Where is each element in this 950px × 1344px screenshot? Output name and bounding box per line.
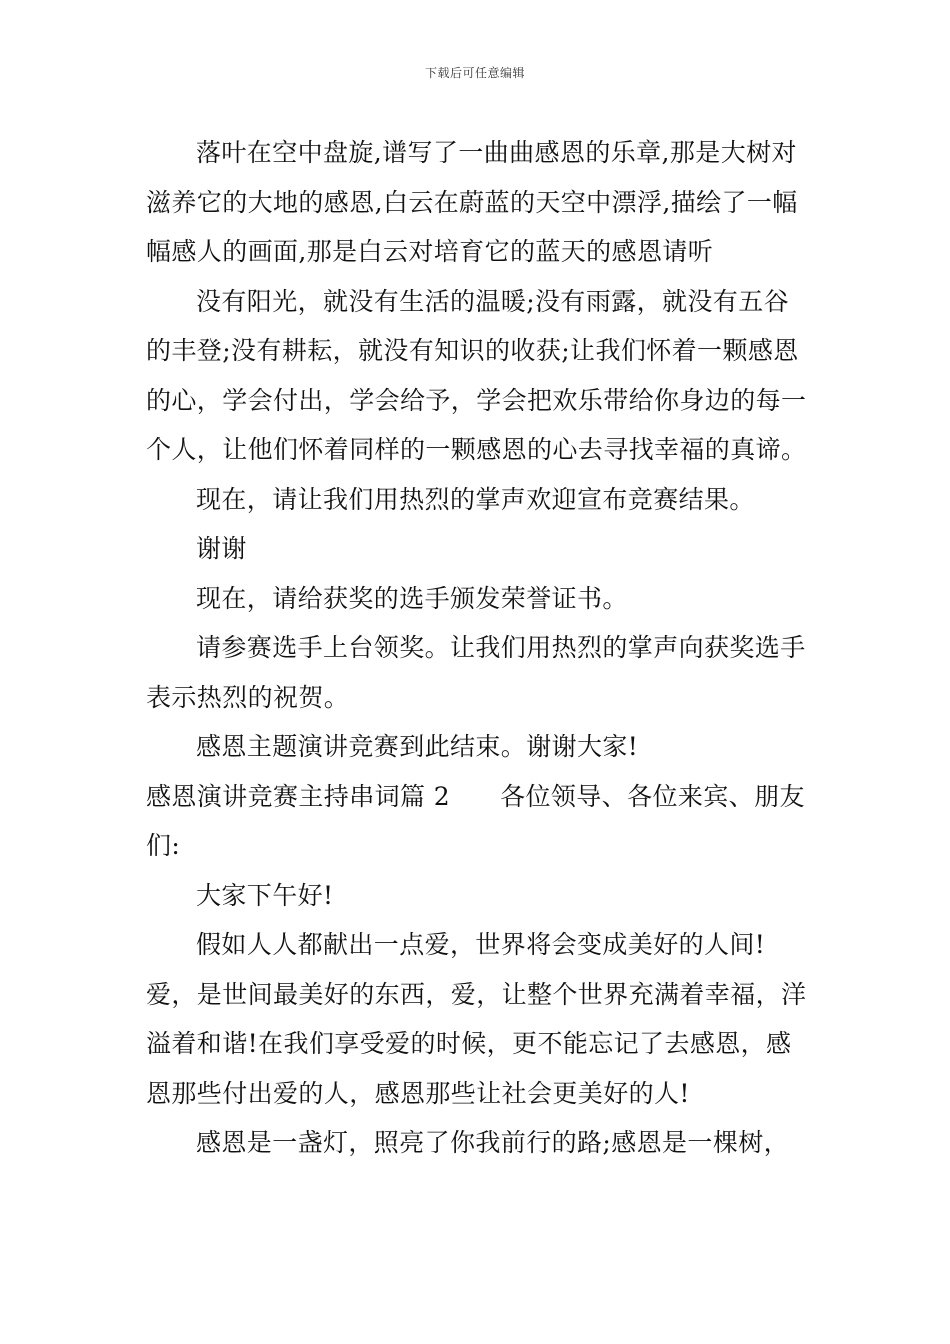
paragraph: 现在，请让我们用热烈的掌声欢迎宣布竞赛结果。 <box>196 484 755 514</box>
page-header: 下载后可任意编辑 <box>424 66 525 80</box>
paragraph: 感恩是一盏灯，照亮了你我前行的路;感恩是一棵树， <box>196 1128 790 1157</box>
section-heading-line <box>146 772 814 871</box>
paragraph: 现在，请给获奖的选手颁发荣誉证书。 <box>196 583 628 613</box>
paragraph: 谢谢 <box>196 534 247 563</box>
paragraph: 大家下午好! <box>196 880 334 910</box>
document-body <box>146 128 814 1168</box>
paragraph: 请参赛选手上台领奖。让我们用热烈的掌声向获奖选手表示热烈的祝贺。 <box>146 633 806 712</box>
paragraph: 假如人人都献出一点爱，世界将会变成美好的人间!爱，是世间最美好的东西，爱，让整个世界充满着幸福，洋溢着和谐!在我们享受爱的时候，更不能忘记了去感恩，感恩那些付出爱的人，感恩那些让社会更美好的人! <box>146 930 807 1108</box>
paragraph: 落叶在空中盘旋,谱写了一曲曲感恩的乐章,那是大树对滋养它的大地的感恩,白云在蔚蓝的天空中漂浮,描绘了一幅幅感人的画面,那是白云对培育它的蓝天的感恩请听 <box>146 138 798 266</box>
paragraph: 感恩主题演讲竞赛到此结束。谢谢大家! <box>196 732 639 761</box>
section-greeting: 各位领导、各位来宾、朋友们: <box>146 781 805 860</box>
section-title: 感恩演讲竞赛主持串词篇 2 <box>146 781 451 811</box>
paragraph: 没有阳光，就没有生活的温暖;没有雨露，就没有五谷的丰登;没有耕耘，就没有知识的收获;让我们怀着一颗感恩的心，学会付出，学会给予，学会把欢乐带给你身边的每一个人，让他们怀着同样的一颗感恩的心去寻找幸福的真谛。 <box>146 286 807 464</box>
